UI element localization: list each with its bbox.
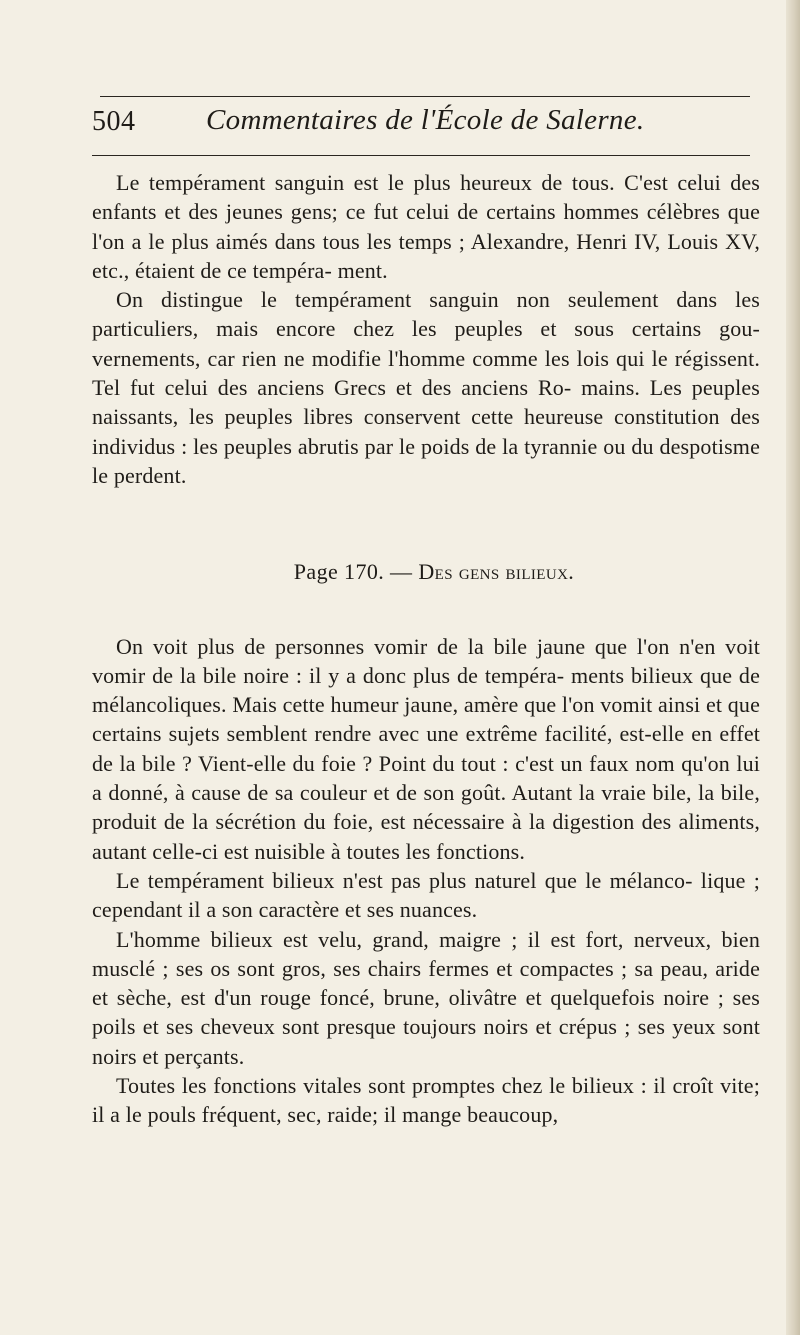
paragraph: On voit plus de personnes vomir de la bile jaune que l'on n'en voit vomir de la bile noire : il y a donc plus de tempéra- ments bilieux que de mélancoliques. Mais cette humeur jaune, amère que l'on vomit ainsi et que certains sujets semblent rendre avec une extrême facilité, est-elle en effet de la bile ? Vient-elle du foie ? Point du tout : c'est un faux nom qu'on lui a donné, à cause de sa couleur et de son goût. Autant la vraie bile, la bile, produit de la sécrétion du foie, est nécessaire à la digestion des aliments, autant celle-ci est nuisible à toutes les fonctions. [92, 633, 760, 864]
page-header [92, 104, 752, 144]
paragraph: Le tempérament sanguin est le plus heureux de tous. C'est celui des enfants et des jeunes gens; ce fut celui de certains hommes célèbres que l'on a le plus aimés dans tous les temps ; Alexandre, Henri IV, Louis XV, etc., étaient de ce tempéra- ment. [92, 170, 760, 283]
header-rule-bottom [92, 155, 750, 156]
section-prefix: Page 170. — [293, 559, 413, 585]
section-title: Des gens bilieux. [418, 559, 575, 585]
body-text [92, 168, 760, 1130]
running-title: Commentaires de l'École de Salerne. [206, 104, 645, 136]
paragraph: On distingue le tempérament sanguin non seulement dans les particuliers, mais encore chez les peuples et sous certains gou- vernements, car rien ne modifie l'homme comme les lois qui le régissent. Tel fut celui des anciens Grecs et des anciens Ro- mains. Les peuples naissants, les peuples libres conservent cette heureuse constitution des individus : les peuples abrutis par le poids de la tyrannie ou du despotisme le perdent. [92, 287, 760, 488]
page-number: 504 [92, 106, 136, 137]
paragraph: Toutes les fonctions vitales sont promptes chez le bilieux : il croît vite; il a le pouls fréquent, sec, raide; il mange beaucoup, [92, 1073, 760, 1128]
header-rule-top [100, 96, 750, 97]
page-edge [786, 0, 800, 1335]
paragraph: L'homme bilieux est velu, grand, maigre ; il est fort, nerveux, bien musclé ; ses os sont gros, ses chairs fermes et compactes ; sa peau, aride et sèche, est d'un rouge foncé, brune, olivâtre et quelquefois noire ; ses poils et ses cheveux sont presque toujours noirs et crépus ; ses yeux sont noirs et perçants. [92, 926, 760, 1069]
paragraph: Le tempérament bilieux n'est pas plus naturel que le mélanco- lique ; cependant il a son caractère et ses nuances. [92, 867, 760, 923]
section-heading [92, 490, 760, 631]
